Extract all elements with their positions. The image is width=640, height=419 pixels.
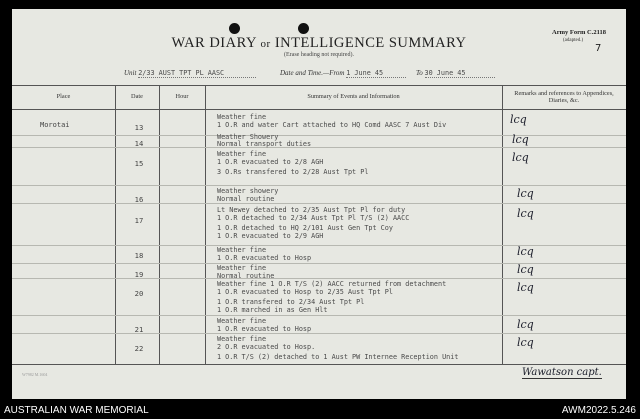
form-handwritten-mark: 7 xyxy=(595,43,602,54)
unit-value: 2/33 AUST TPT PL AASC xyxy=(138,69,256,78)
punch-hole-left xyxy=(229,23,240,34)
signature: Wawatson capt. xyxy=(522,367,602,378)
date-cell: 17 xyxy=(134,216,144,225)
diary-sheet xyxy=(12,9,626,399)
footer-accession-number: AWM2022.5.246 xyxy=(561,405,636,416)
date-cell: 20 xyxy=(134,289,144,298)
entry-line: 1 O.R and water Cart attached to HQ Comd AASC 7 Aust Div xyxy=(217,121,447,129)
title-intelligence-summary: INTELLIGENCE SUMMARY xyxy=(274,35,467,51)
entry-line: 3 O.Rs transfered to 2/28 Aust Tpt Pl xyxy=(217,168,369,176)
table-bottom-border xyxy=(12,364,626,365)
initials-mark: lcq xyxy=(517,187,534,200)
initials-mark: lcq xyxy=(512,133,529,146)
date-from-label: Date and Time.—From xyxy=(280,69,345,77)
col-divider-1 xyxy=(115,85,116,365)
entry-line: 1 O.R evacuated to 2/9 AGH xyxy=(217,232,324,240)
printer-imprint: W7982 M.1604 xyxy=(22,372,48,377)
date-to-label: To xyxy=(416,69,423,77)
date-cell: 15 xyxy=(134,159,144,168)
unit-line xyxy=(124,69,256,78)
row-divider xyxy=(12,278,626,279)
row-divider xyxy=(12,135,626,136)
entry-line: Normal transport duties xyxy=(217,140,312,148)
initials-mark: lcq xyxy=(517,207,534,220)
entry-line: 1 O.R evacuated to Hosp to 2/35 Aust Tpt Pl xyxy=(217,288,393,296)
entry-line: 1 O.R marched in as Gen Hlt xyxy=(217,306,328,314)
entry-line: Weather fine xyxy=(217,113,267,121)
initials-mark: lcq xyxy=(512,151,529,164)
initials-mark: lcq xyxy=(517,245,534,258)
col-header-remarks: Remarks and references to Appendices, Diaries, &c. xyxy=(514,90,614,104)
erase-heading-note: (Erase heading not required). xyxy=(284,52,354,58)
entry-line: 1 O.R detached to HQ 2/101 Aust Gen Tpt Coy xyxy=(217,224,393,232)
row-divider xyxy=(12,333,626,334)
col-header-hour: Hour xyxy=(175,93,189,100)
entry-line: Weather fine xyxy=(217,246,267,254)
row-divider xyxy=(12,263,626,264)
title-war-diary: WAR DIARY xyxy=(171,35,257,51)
row-divider xyxy=(12,203,626,204)
adapted-note: (adapted.) xyxy=(563,38,584,43)
date-cell: 18 xyxy=(134,251,144,260)
date-range-line xyxy=(280,69,495,78)
row-divider xyxy=(12,147,626,148)
col-header-summary: Summary of Events and Information xyxy=(307,93,400,100)
date-cell: 22 xyxy=(134,344,144,353)
col-divider-2 xyxy=(159,85,160,365)
table-top-border xyxy=(12,85,626,86)
col-header-date: Date xyxy=(131,93,143,100)
date-cell: 19 xyxy=(134,270,144,279)
entry-line: Weather fine xyxy=(217,317,267,325)
entry-line: 2 O.R evacuated to Hosp. xyxy=(217,343,316,351)
date-to-value: 30 June 45 xyxy=(425,69,495,78)
entry-line: 1 O.R evacuated to Hosp xyxy=(217,254,312,262)
entry-line: Normal routine xyxy=(217,195,275,203)
entry-line: 1 O.R evacuated to Hosp xyxy=(217,325,312,333)
place-value: Morotai xyxy=(40,121,70,129)
entry-line: 1 O.R T/S (2) detached to 1 Aust PW Internee Reception Unit xyxy=(217,353,459,361)
initials-mark: lcq xyxy=(517,318,534,331)
diary-table xyxy=(12,85,626,365)
entry-line: Weather fine xyxy=(217,150,267,158)
entry-line: 1 O.R evacuated to 2/8 AGH xyxy=(217,158,324,166)
initials-mark: lcq xyxy=(517,281,534,294)
row-divider xyxy=(12,245,626,246)
col-divider-3 xyxy=(205,85,206,365)
entry-line: 1 O.R transfered to 2/34 Aust Tpt Pl xyxy=(217,298,365,306)
army-form-number: Army Form C.2118 xyxy=(552,29,606,36)
unit-label: Unit xyxy=(124,69,137,77)
date-cell: 14 xyxy=(134,139,144,148)
col-divider-4 xyxy=(502,85,503,365)
initials-mark: lcq xyxy=(510,113,527,126)
entry-line: Weather fine xyxy=(217,335,267,343)
table-header-border xyxy=(12,109,626,110)
date-cell: 16 xyxy=(134,195,144,204)
form-title xyxy=(12,35,626,52)
entry-line: Weather showery xyxy=(217,187,279,195)
punch-hole-right xyxy=(298,23,309,34)
date-cell: 21 xyxy=(134,325,144,334)
col-header-place: Place xyxy=(56,93,71,100)
entry-line: Weather Showery xyxy=(217,133,279,141)
footer-institution: AUSTRALIAN WAR MEMORIAL xyxy=(4,405,149,416)
row-divider xyxy=(12,315,626,316)
entry-line: Normal routine xyxy=(217,272,275,280)
date-cell: 13 xyxy=(134,123,144,132)
row-divider xyxy=(12,185,626,186)
initials-mark: lcq xyxy=(517,263,534,276)
date-from-value: 1 June 45 xyxy=(346,69,406,78)
entry-line: Lt Newey detached to 2/35 Aust Tpt Pl for duty xyxy=(217,206,406,214)
title-or: or xyxy=(260,38,271,50)
entry-line: 1 O.R detached to 2/34 Aust Tpt Pl T/S (2) AACC xyxy=(217,214,410,222)
initials-mark: lcq xyxy=(517,336,534,349)
entry-line: Weather fine 1 O.R T/S (2) AACC returned from detachment xyxy=(217,280,447,288)
entry-line: Weather fine xyxy=(217,264,267,272)
